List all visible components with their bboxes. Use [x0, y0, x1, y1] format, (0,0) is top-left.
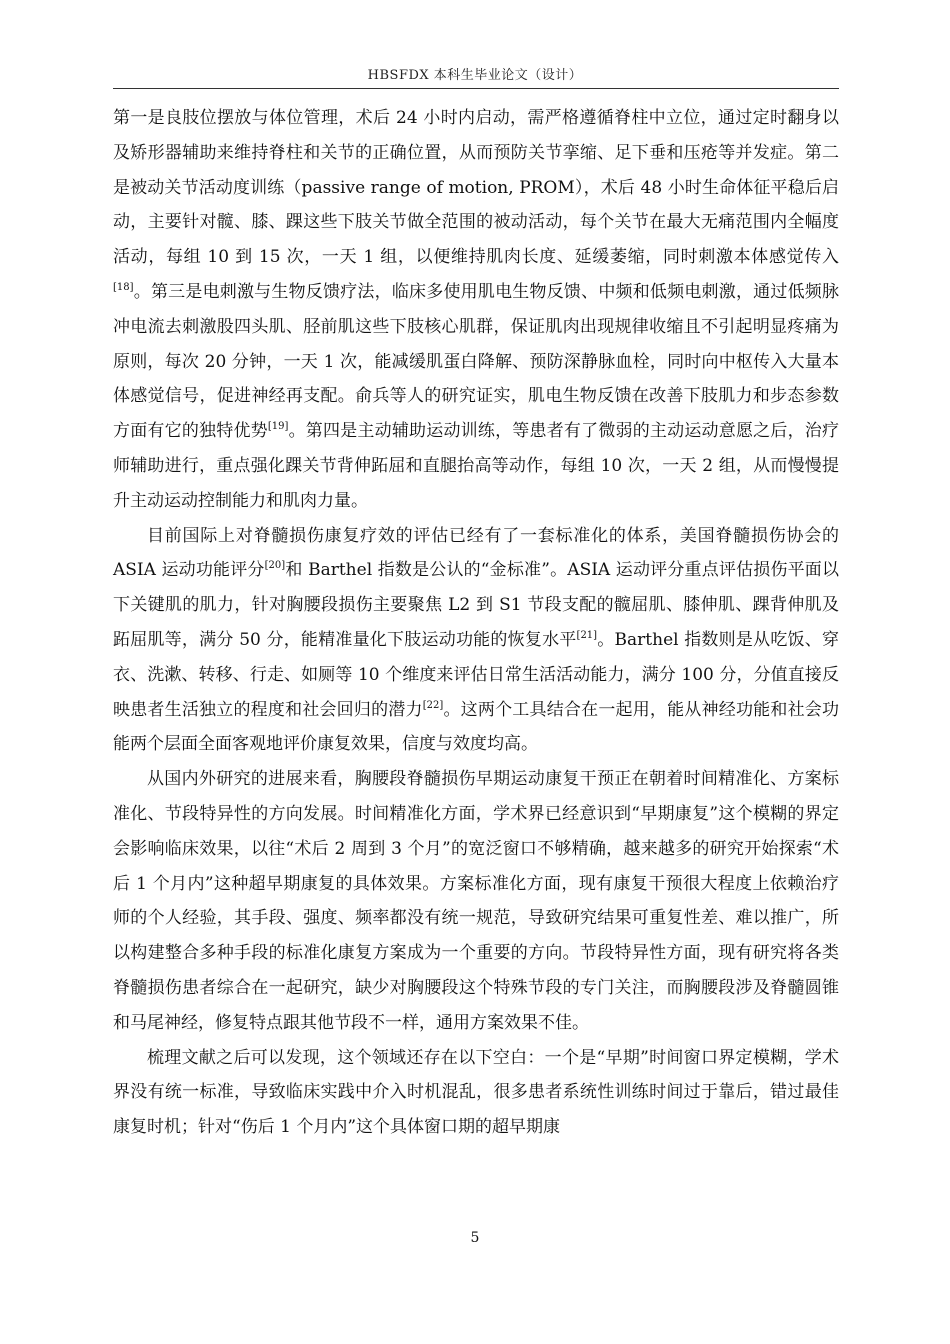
body-text	[113, 101, 839, 1145]
page-number: 5	[470, 1230, 480, 1246]
citation-marker: [22]	[422, 699, 444, 711]
citation-marker: [20]	[264, 560, 286, 572]
text-run: 和 Barthel 指数是公认的“金标准”。ASIA 运动评分重点评估损伤平面以下关键肌的肌力，针对胸腰段损伤主要聚焦 L2 到 S1 节段支配的髋屈肌、膝伸肌、踝背伸肌及跖屈肌等，满分 50 分，能精准量化下肢运动功能的恢复水平	[113, 560, 839, 650]
text-run: 。第三是电刺激与生物反馈疗法，临床多使用肌电生物反馈、中频和低频电刺激，通过低频脉冲电流去刺激股四头肌、胫前肌这些下肢核心肌群，保证肌肉出现规律收缩且不引起明显疼痛为原则，每次 20 分钟，一天 1 次，能减缓肌蛋白降解、预防深静脉血栓，同时向中枢传入大量本体感觉信号，促进神经再支配。俞兵等人的研究证实，肌电生物反馈在改善下肢肌力和步态参数方面有它的独特优势	[113, 281, 839, 442]
citation-marker: [21]	[576, 629, 598, 641]
header-rule	[113, 88, 839, 89]
body-paragraph	[113, 762, 839, 1040]
citation-marker: [18]	[113, 281, 134, 293]
text-run: 。第四是主动辅助运动训练，等患者有了微弱的主动运动意愿之后，治疗师辅助进行，重点强化踝关节背伸跖屈和直腿抬高等动作，每组 10 次，一天 2 组，从而慢慢提升主动运动控制能力和肌肉力量。	[113, 421, 839, 511]
citation-marker: [19]	[267, 421, 289, 433]
text-run: 。Barthel 指数则是从吃饭、穿衣、洗漱、转移、行走、如厕等 10 个维度来评估日常生活活动能力，满分 100 分，分值直接反映患者生活独立的程度和社会回归的潜力	[113, 629, 839, 720]
text-run: 目前国际上对脊髓损伤康复疗效的评估已经有了一套标准化的体系，美国脊髓损伤协会的 ASIA 运动功能评分	[113, 525, 839, 581]
body-paragraph	[113, 519, 839, 763]
text-run: 。这两个工具结合在一起用，能从神经功能和社会功能两个层面全面客观地评价康复效果，信度与效度均高。	[113, 699, 839, 755]
text-run: 从国内外研究的进展来看，胸腰段脊髓损伤早期运动康复干预正在朝着时间精准化、方案标准化、节段特异性的方向发展。时间精准化方面，学术界已经意识到“早期康复”这个模糊的界定会影响临床效果，以往“术后 2 周到 3 个月”的宽泛窗口不够精确，越来越多的研究开始探索“术后 1 个月内”这种超早期康复的具体效果。方案标准化方面，现有康复干预很大程度上依赖治疗师的个人经验，其手段、强度、频率都没有统一规范，导致研究结果可重复性差、难以推广，所以构建整合多种手段的标准化康复方案成为一个重要的方向。节段特异性方面，现有研究将各类脊髓损伤患者综合在一起研究，缺少对胸腰段这个特殊节段的专门关注，而胸腰段涉及脊髓圆锥和马尾神经，修复特点跟其他节段不一样，通用方案效果不佳。	[113, 769, 839, 1033]
body-paragraph	[113, 1041, 839, 1145]
text-run: 第一是良肢位摆放与体位管理，术后 24 小时内启动，需严格遵循脊柱中立位，通过定时翻身以及矫形器辅助来维持脊柱和关节的正确位置，从而预防关节挛缩、足下垂和压疮等并发症。第二是被动关节活动度训练（passive range of motion, PROM），术后 48 小时生命体征平稳后启动，主要针对髋、膝、踝这些下肢关节做全范围的被动活动，每个关节在最大无痛范围内全幅度活动，每组 10 到 15 次，一天 1 组，以便维持肌肉长度、延缓萎缩，同时刺激本体感觉传入	[113, 108, 839, 268]
text-run: 梳理文献之后可以发现，这个领域还存在以下空白：一个是“早期”时间窗口界定模糊，学术界没有统一标准，导致临床实践中介入时机混乱，很多患者系统性训练时间过于靠后，错过最佳康复时机；针对“伤后 1 个月内”这个具体窗口期的超早期康	[113, 1047, 839, 1138]
running-header: HBSFDX 本科生毕业论文（设计）	[367, 68, 583, 83]
body-paragraph	[113, 101, 839, 519]
